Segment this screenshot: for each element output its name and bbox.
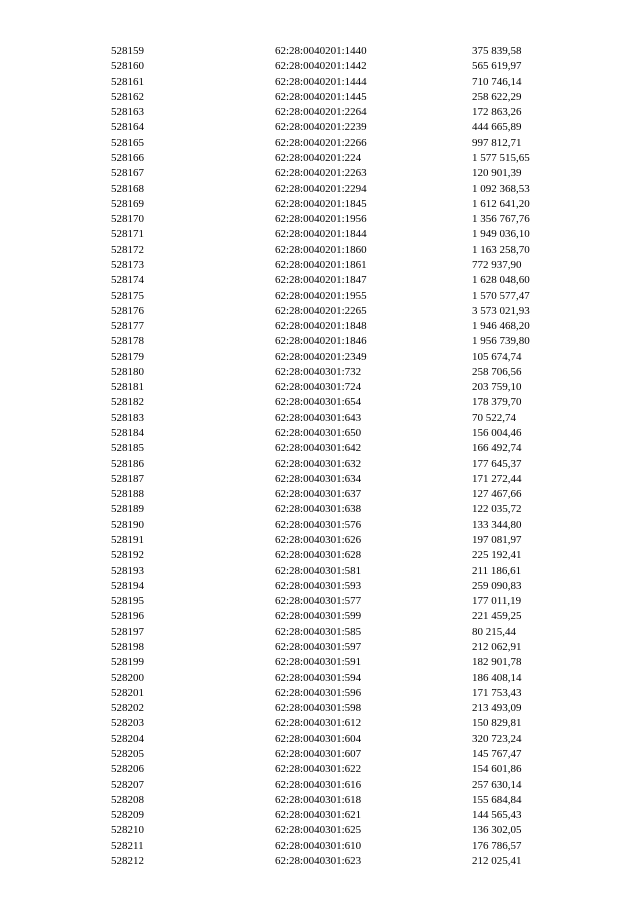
row-number: 528211 [111, 839, 144, 852]
cadastral-value: 213 493,09 [472, 702, 522, 715]
table-row [0, 182, 640, 197]
cadastral-number: 62:28:0040301:625 [275, 824, 362, 837]
cadastral-value: 172 863,26 [472, 106, 522, 119]
cadastral-number: 62:28:0040301:599 [275, 610, 362, 623]
cadastral-number: 62:28:0040201:2263 [275, 167, 367, 180]
row-number: 528195 [111, 595, 144, 608]
cadastral-number: 62:28:0040201:1844 [275, 228, 367, 241]
row-number: 528189 [111, 503, 144, 516]
cadastral-number: 62:28:0040301:604 [275, 732, 362, 745]
table-row [0, 227, 640, 242]
cadastral-value: 203 759,10 [472, 381, 522, 394]
cadastral-number: 62:28:0040201:1848 [275, 320, 367, 333]
cadastral-value: 565 619,97 [472, 60, 522, 73]
row-number: 528171 [111, 228, 144, 241]
row-number: 528206 [111, 763, 144, 776]
row-number: 528184 [111, 427, 144, 440]
cadastral-number: 62:28:0040201:1440 [275, 45, 367, 57]
row-number: 528199 [111, 656, 144, 669]
row-number: 528182 [111, 396, 144, 409]
cadastral-value: 145 767,47 [472, 747, 522, 760]
cadastral-number: 62:28:0040301:581 [275, 564, 362, 577]
cadastral-number: 62:28:0040201:1860 [275, 243, 367, 256]
table-row [0, 59, 640, 74]
row-number: 528177 [111, 320, 144, 333]
cadastral-number: 62:28:0040301:607 [275, 747, 362, 760]
table-row [0, 518, 640, 533]
cadastral-value: 197 081,97 [472, 534, 522, 546]
row-number: 528174 [111, 274, 144, 287]
table-row [0, 395, 640, 410]
table-row [0, 90, 640, 105]
table-row [0, 854, 640, 869]
row-number: 528161 [111, 75, 144, 88]
cadastral-value: 258 706,56 [472, 365, 522, 378]
cadastral-value: 1 612 641,20 [472, 197, 530, 210]
cadastral-number: 62:28:0040301:597 [275, 640, 362, 653]
cadastral-number: 62:28:0040301:591 [275, 656, 362, 669]
table-row [0, 747, 640, 762]
cadastral-value: 3 573 021,93 [472, 304, 530, 317]
cadastral-number: 62:28:0040301:618 [275, 793, 362, 806]
table-row [0, 365, 640, 380]
table-row [0, 594, 640, 609]
cadastral-number: 62:28:0040301:598 [275, 702, 362, 715]
row-number: 528210 [111, 824, 144, 837]
cadastral-number: 62:28:0040301:612 [275, 717, 362, 730]
cadastral-number: 62:28:0040301:724 [275, 381, 362, 394]
table-row [0, 212, 640, 227]
table-row [0, 166, 640, 181]
cadastral-number: 62:28:0040301:616 [275, 778, 362, 791]
row-number: 528207 [111, 778, 144, 791]
cadastral-value: 177 011,19 [472, 595, 522, 608]
table-row [0, 120, 640, 135]
table-row [0, 258, 640, 273]
row-number: 528183 [111, 411, 144, 424]
cadastral-value: 166 492,74 [472, 442, 522, 455]
row-number: 528188 [111, 488, 144, 501]
table-row [0, 304, 640, 319]
cadastral-value: 154 601,86 [472, 763, 522, 776]
cadastral-number: 62:28:0040201:2266 [275, 136, 367, 149]
row-number: 528200 [111, 671, 144, 684]
cadastral-value: 105 674,74 [472, 350, 522, 363]
cadastral-number: 62:28:0040301:732 [275, 365, 362, 378]
row-number: 528181 [111, 381, 144, 394]
row-number: 528167 [111, 167, 144, 180]
cadastral-value: 997 812,71 [472, 136, 522, 149]
table-row [0, 426, 640, 441]
cadastral-number: 62:28:0040301:623 [275, 854, 362, 867]
table-row [0, 533, 640, 548]
table-row [0, 625, 640, 640]
row-number: 528165 [111, 136, 144, 149]
cadastral-value: 1 570 577,47 [472, 289, 530, 302]
cadastral-number: 62:28:0040201:2264 [275, 106, 367, 119]
table-row [0, 502, 640, 517]
cadastral-number: 62:28:0040201:2265 [275, 304, 367, 317]
cadastral-value: 375 839,58 [472, 45, 522, 57]
cadastral-number: 62:28:0040301:637 [275, 488, 362, 501]
cadastral-value: 144 565,43 [472, 809, 522, 822]
row-number: 528172 [111, 243, 144, 256]
cadastral-number: 62:28:0040301:632 [275, 457, 362, 470]
table-row [0, 136, 640, 151]
cadastral-number: 62:28:0040301:626 [275, 534, 362, 546]
table-row [0, 640, 640, 655]
row-number: 528185 [111, 442, 144, 455]
table-row [0, 579, 640, 594]
row-number: 528164 [111, 121, 144, 134]
table-row [0, 197, 640, 212]
cadastral-value: 176 786,57 [472, 839, 522, 852]
cadastral-number: 62:28:0040301:576 [275, 518, 362, 531]
table-row [0, 823, 640, 838]
table-row [0, 671, 640, 686]
cadastral-number: 62:28:0040301:621 [275, 809, 362, 822]
cadastral-value: 211 186,61 [472, 564, 522, 577]
row-number: 528162 [111, 90, 144, 103]
cadastral-value: 1 092 368,53 [472, 182, 530, 195]
row-number: 528204 [111, 732, 144, 745]
cadastral-number: 62:28:0040201:1956 [275, 213, 367, 226]
table-row [0, 411, 640, 426]
table-row [0, 457, 640, 472]
cadastral-number: 62:28:0040301:634 [275, 472, 362, 485]
table-row [0, 839, 640, 854]
cadastral-number: 62:28:0040301:654 [275, 396, 362, 409]
cadastral-value: 127 467,66 [472, 488, 522, 501]
cadastral-number: 62:28:0040201:2349 [275, 350, 367, 363]
row-number: 528194 [111, 579, 144, 592]
cadastral-value: 171 272,44 [472, 472, 522, 485]
cadastral-number: 62:28:0040201:2294 [275, 182, 367, 195]
row-number: 528163 [111, 106, 144, 119]
cadastral-value: 710 746,14 [472, 75, 522, 88]
row-number: 528170 [111, 213, 144, 226]
table-row [0, 44, 640, 59]
cadastral-value: 178 379,70 [472, 396, 522, 409]
cadastral-value: 177 645,37 [472, 457, 522, 470]
table-row [0, 793, 640, 808]
row-number: 528205 [111, 747, 144, 760]
cadastral-number: 62:28:0040301:650 [275, 427, 362, 440]
row-number: 528168 [111, 182, 144, 195]
cadastral-number: 62:28:0040201:1846 [275, 335, 367, 348]
row-number: 528173 [111, 258, 144, 271]
cadastral-value: 772 937,90 [472, 258, 522, 271]
row-number: 528180 [111, 365, 144, 378]
cadastral-value: 1 163 258,70 [472, 243, 530, 256]
cadastral-value: 1 628 048,60 [472, 274, 530, 287]
cadastral-value: 1 577 515,65 [472, 151, 530, 164]
cadastral-number: 62:28:0040201:1847 [275, 274, 367, 287]
cadastral-number: 62:28:0040201:1861 [275, 258, 367, 271]
cadastral-value-table [0, 44, 640, 869]
row-number: 528178 [111, 335, 144, 348]
row-number: 528208 [111, 793, 144, 806]
cadastral-value: 1 956 739,80 [472, 335, 530, 348]
table-row [0, 380, 640, 395]
cadastral-value: 1 949 036,10 [472, 228, 530, 241]
table-row [0, 609, 640, 624]
table-row [0, 472, 640, 487]
row-number: 528190 [111, 518, 144, 531]
table-row [0, 778, 640, 793]
cadastral-value: 186 408,14 [472, 671, 522, 684]
row-number: 528193 [111, 564, 144, 577]
cadastral-number: 62:28:0040301:593 [275, 579, 362, 592]
table-row [0, 289, 640, 304]
table-row [0, 319, 640, 334]
row-number: 528169 [111, 197, 144, 210]
row-number: 528196 [111, 610, 144, 623]
cadastral-number: 62:28:0040201:1445 [275, 90, 367, 103]
table-row [0, 350, 640, 365]
cadastral-value: 70 522,74 [472, 411, 516, 424]
cadastral-value: 212 062,91 [472, 640, 522, 653]
cadastral-number: 62:28:0040301:596 [275, 686, 362, 699]
cadastral-value: 155 684,84 [472, 793, 522, 806]
cadastral-number: 62:28:0040201:1845 [275, 197, 367, 210]
table-row [0, 334, 640, 349]
cadastral-value: 444 665,89 [472, 121, 522, 134]
cadastral-value: 133 344,80 [472, 518, 522, 531]
cadastral-value: 258 622,29 [472, 90, 522, 103]
table-row [0, 655, 640, 670]
table-row [0, 75, 640, 90]
cadastral-value: 320 723,24 [472, 732, 522, 745]
table-row [0, 808, 640, 823]
cadastral-number: 62:28:0040301:585 [275, 625, 362, 638]
cadastral-value: 1 356 767,76 [472, 213, 530, 226]
row-number: 528202 [111, 702, 144, 715]
table-row [0, 686, 640, 701]
table-row [0, 716, 640, 731]
cadastral-number: 62:28:0040301:642 [275, 442, 362, 455]
cadastral-number: 62:28:0040301:622 [275, 763, 362, 776]
cadastral-value: 136 302,05 [472, 824, 522, 837]
table-row [0, 732, 640, 747]
cadastral-value: 225 192,41 [472, 549, 522, 562]
row-number: 528166 [111, 151, 144, 164]
cadastral-value: 120 901,39 [472, 167, 522, 180]
cadastral-value: 182 901,78 [472, 656, 522, 669]
row-number: 528186 [111, 457, 144, 470]
cadastral-number: 62:28:0040201:1955 [275, 289, 367, 302]
table-row [0, 701, 640, 716]
cadastral-number: 62:28:0040301:610 [275, 839, 362, 852]
table-row [0, 151, 640, 166]
cadastral-value: 257 630,14 [472, 778, 522, 791]
cadastral-number: 62:28:0040301:628 [275, 549, 362, 562]
table-row [0, 273, 640, 288]
cadastral-number: 62:28:0040201:224 [275, 151, 362, 164]
row-number: 528175 [111, 289, 144, 302]
cadastral-value: 150 829,81 [472, 717, 522, 730]
table-row [0, 105, 640, 120]
cadastral-number: 62:28:0040301:594 [275, 671, 362, 684]
cadastral-number: 62:28:0040301:643 [275, 411, 362, 424]
row-number: 528192 [111, 549, 144, 562]
table-row [0, 762, 640, 777]
row-number: 528198 [111, 640, 144, 653]
table-row [0, 487, 640, 502]
cadastral-number: 62:28:0040201:2239 [275, 121, 367, 134]
cadastral-number: 62:28:0040301:638 [275, 503, 362, 516]
cadastral-number: 62:28:0040301:577 [275, 595, 362, 608]
cadastral-value: 259 090,83 [472, 579, 522, 592]
cadastral-value: 171 753,43 [472, 686, 522, 699]
table-row [0, 243, 640, 258]
row-number: 528209 [111, 809, 144, 822]
row-number: 528159 [111, 45, 144, 57]
row-number: 528179 [111, 350, 144, 363]
cadastral-value: 1 946 468,20 [472, 320, 530, 333]
cadastral-number: 62:28:0040201:1444 [275, 75, 367, 88]
cadastral-value: 80 215,44 [472, 625, 516, 638]
row-number: 528191 [111, 534, 144, 546]
table-row [0, 548, 640, 563]
cadastral-number: 62:28:0040201:1442 [275, 60, 367, 73]
row-number: 528212 [111, 854, 144, 867]
cadastral-value: 221 459,25 [472, 610, 522, 623]
row-number: 528203 [111, 717, 144, 730]
cadastral-value: 212 025,41 [472, 854, 522, 867]
row-number: 528187 [111, 472, 144, 485]
row-number: 528201 [111, 686, 144, 699]
table-row [0, 441, 640, 456]
cadastral-value: 122 035,72 [472, 503, 522, 516]
row-number: 528197 [111, 625, 144, 638]
row-number: 528160 [111, 60, 144, 73]
table-row [0, 564, 640, 579]
row-number: 528176 [111, 304, 144, 317]
cadastral-value: 156 004,46 [472, 427, 522, 440]
